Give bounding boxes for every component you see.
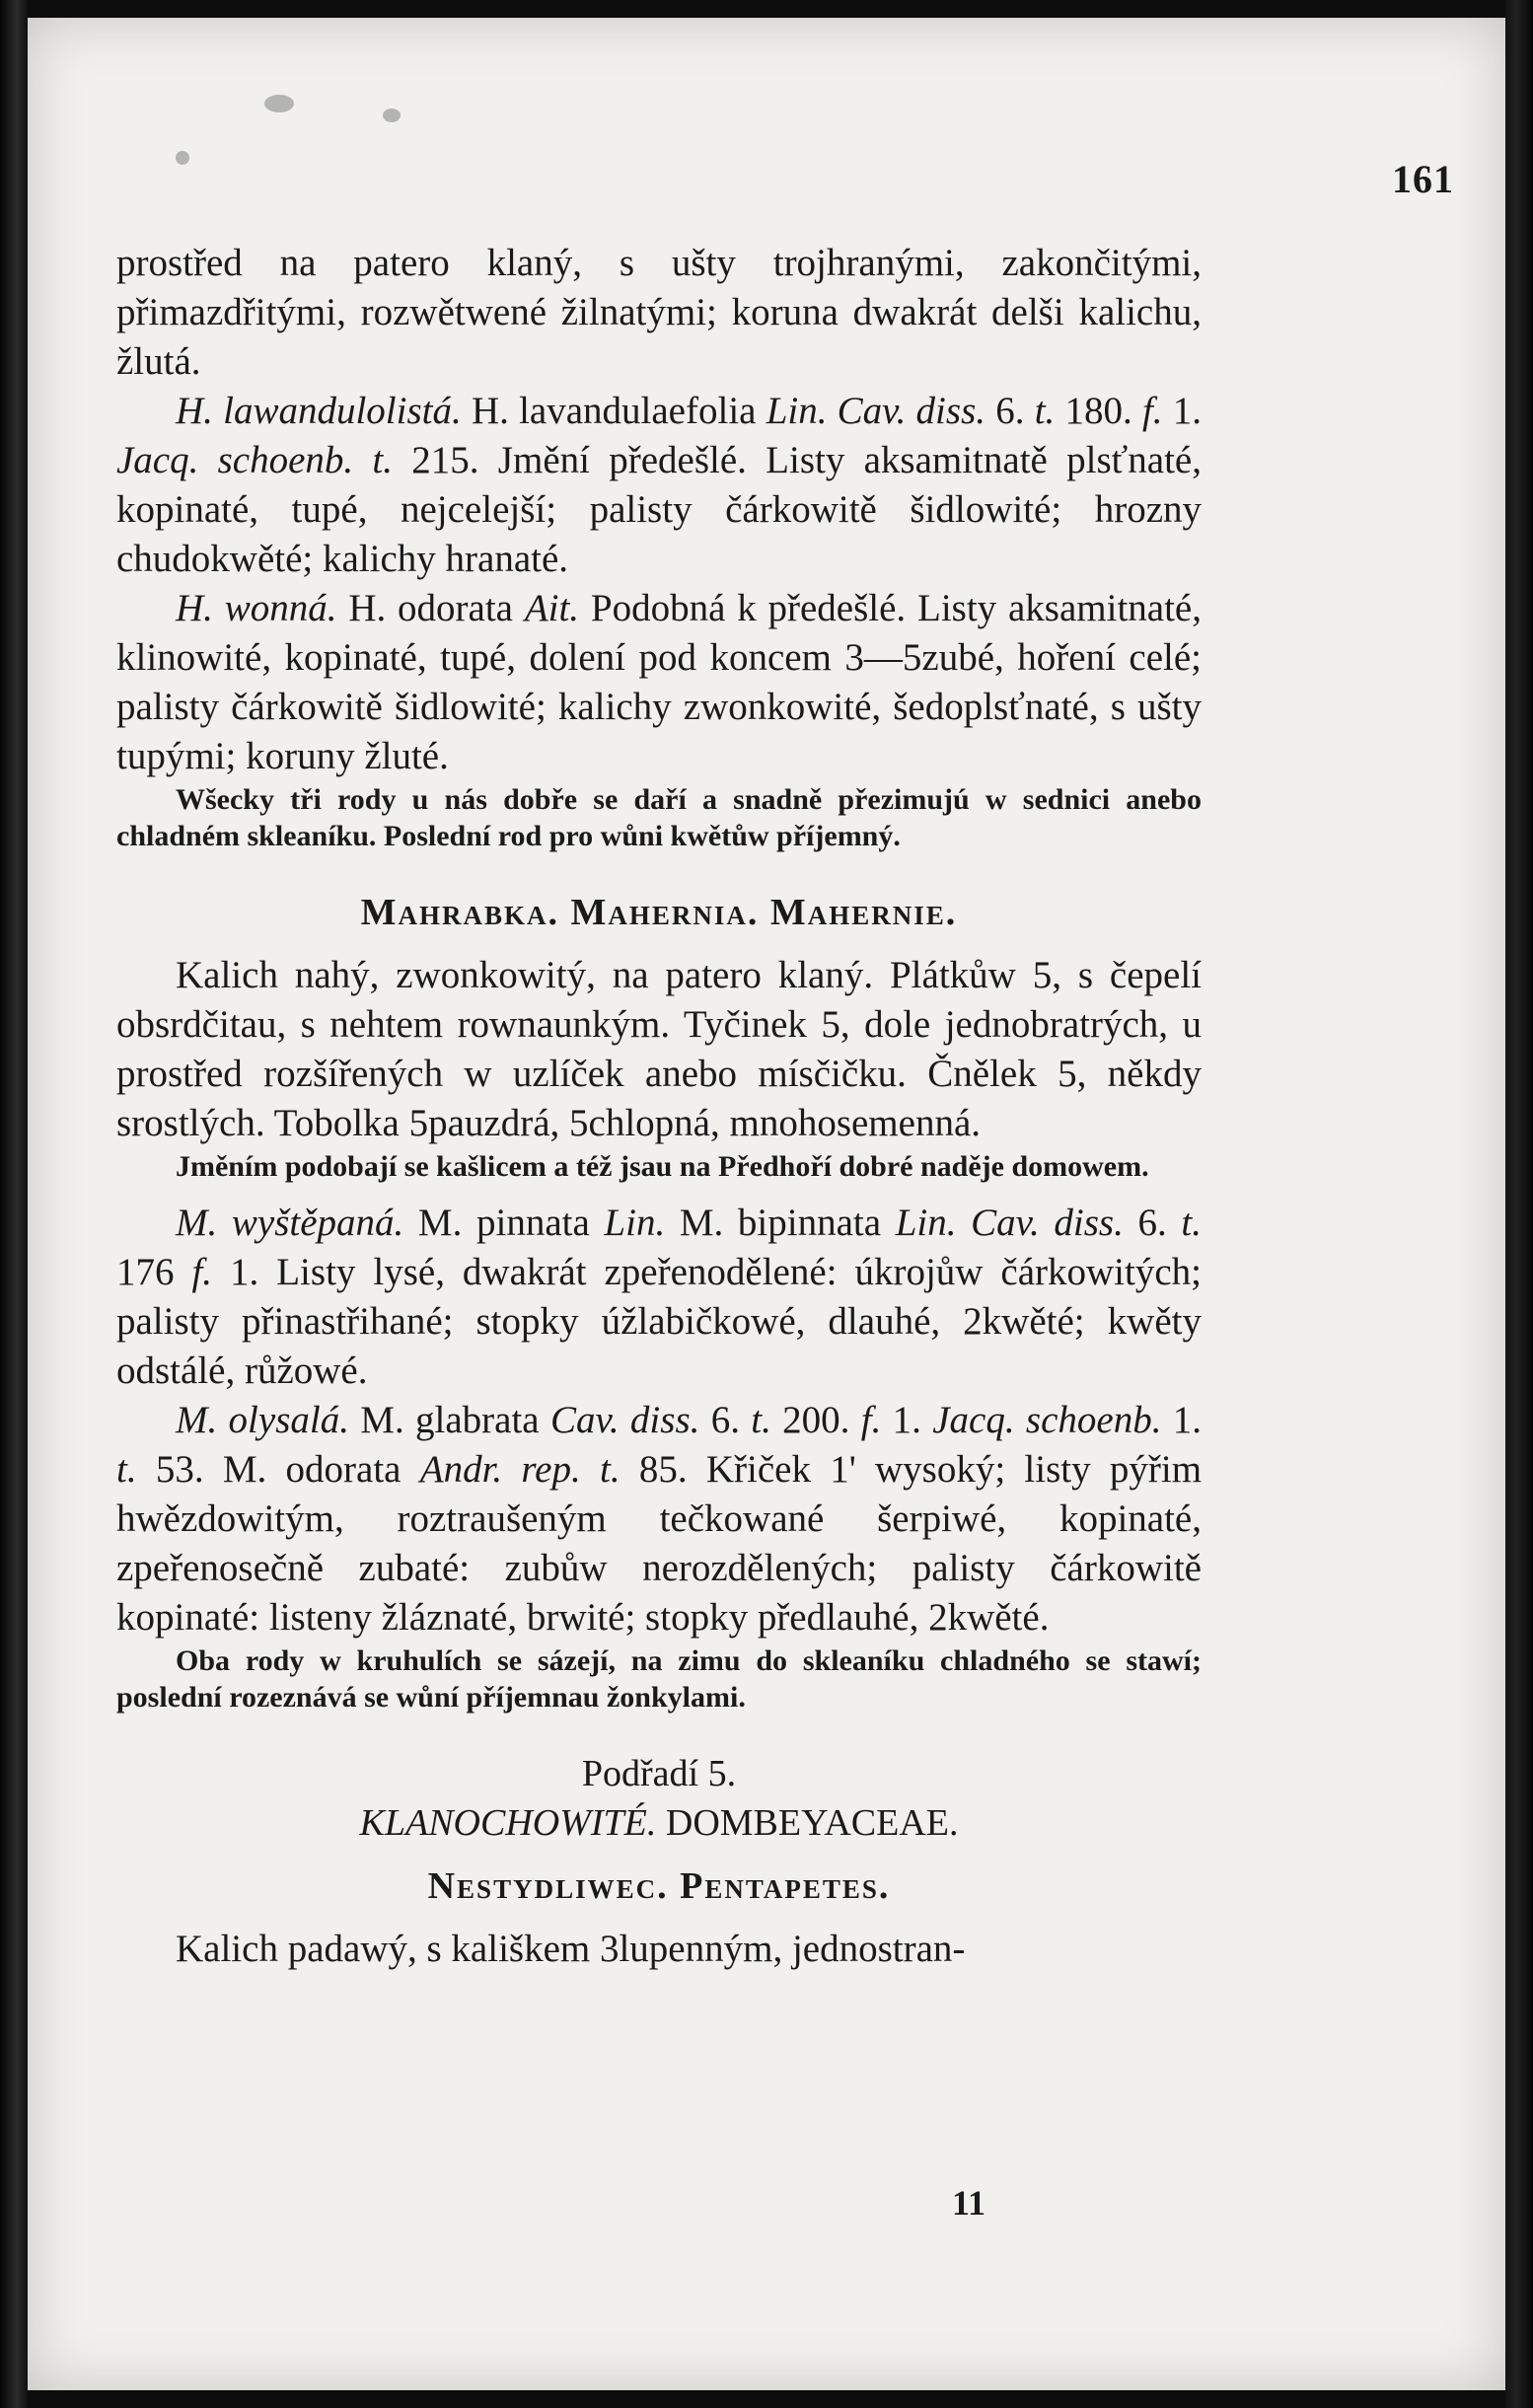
footnote-paragraph: Jměním podobají se kašlicem a též jsau na Předhoří dobré naděje domowem.: [176, 1150, 1149, 1183]
section-heading: Nestydliwec. Pentapetes.: [427, 1865, 891, 1907]
italic-run: Lin.: [604, 1202, 666, 1244]
paragraph: [116, 387, 1202, 584]
text-run: M. bipinnata: [665, 1202, 896, 1244]
text-run: M. pinnata: [403, 1202, 605, 1244]
text-run: 6.: [699, 1399, 752, 1441]
paragraph: prostřed na patero klaný, s ušty trojhranými, zakončitými, přimazdřitými, rozwětwené žilnatými; koruna dwakrát delši kalichu, žlutá.: [116, 242, 1202, 383]
text-run: [581, 1448, 600, 1491]
spacer: [116, 1715, 1202, 1749]
text-run: 85. Křiček 1' wysoký; listy pýřim hwězdowitým, roztraušeným tečkowané šerpiwé, kopinaté, zpeřenosečně zubaté: zubůw nerozdělených; palisty čárkowitě kopinaté: listeny žláznaté, brwité; stopky předlauhé, 2kwěté.: [116, 1448, 1203, 1639]
italic-run: M. olysalá.: [176, 1399, 349, 1441]
footnote-paragraph: Wšecky tři rody u nás dobře se daří a snadně přezimujú w sednici anebo chladném skleaníku. Poslední rod pro wůni kwětůw příjemný.: [116, 783, 1202, 852]
book-edge-right: [1505, 0, 1533, 2408]
italic-run: t.: [751, 1399, 771, 1441]
text-run: 1.: [1161, 1399, 1203, 1441]
italic-run: f.: [191, 1251, 213, 1293]
ink-smudge: [264, 95, 294, 112]
ink-smudge: [176, 151, 189, 165]
text-run: 200.: [770, 1399, 861, 1441]
section-heading: Podřadí 5.: [581, 1753, 737, 1794]
text-run: 180.: [1055, 390, 1142, 432]
text-run: 6.: [986, 390, 1035, 432]
footnote-paragraph: Oba rody w kruhulích se sázejí, na zimu do skleaníku chladného se stawí; poslední rozeznává se wůní příjemnau žonkylami.: [116, 1644, 1202, 1714]
spacer: [116, 854, 1202, 888]
italic-run: KLANOCHOWITÉ.: [359, 1802, 657, 1844]
text-run: 176: [116, 1251, 192, 1293]
italic-run: M. wyštěpaná.: [176, 1202, 404, 1244]
text-run: H. odorata: [336, 587, 525, 629]
italic-run: Jacq. schoenb.: [932, 1399, 1162, 1441]
italic-run: t.: [1034, 390, 1056, 432]
paragraph: [116, 584, 1202, 781]
italic-run: Lin. Cav. diss.: [766, 390, 986, 432]
italic-run: Ait.: [524, 587, 580, 629]
ink-smudge: [383, 109, 401, 122]
text-run: Podobná k předešlé. Listy aksamitnaté, klinowité, kopinaté, tupé, dolení pod koncem 3—5zubé, hoření celé; palisty čárkowitě šidlowité; kalichy zwonkowité, šedoplsťnaté, s ušty tupými; koruny žluté.: [116, 587, 1202, 777]
spacer: [116, 937, 1202, 951]
italic-run: t.: [600, 1448, 620, 1491]
paragraph: [116, 1199, 1202, 1396]
paragraph: [116, 1396, 1202, 1642]
italic-run: t.: [116, 1448, 137, 1491]
text-run: 1.: [881, 1399, 933, 1441]
spacer: [116, 1185, 1202, 1199]
italic-run: f.: [860, 1399, 882, 1441]
italic-run: Andr. rep.: [419, 1448, 581, 1491]
spacer: [116, 1848, 1202, 1861]
signature-mark: 11: [952, 2183, 986, 2223]
text-run: 53. M. odorata: [136, 1448, 420, 1491]
italic-run: f.: [1141, 390, 1163, 432]
book-edge-left: [0, 0, 28, 2408]
text-run: 215. Jmění předešlé. Listy aksamitnatě plsťnaté, kopinaté, tupé, nejcelejší; palisty čárkowitě šidlowité; hrozny chudokwěté; kalichy hranaté.: [116, 439, 1202, 580]
section-heading: [116, 1798, 1202, 1848]
italic-run: Cav. diss.: [549, 1399, 700, 1441]
text-run: M. glabrata: [348, 1399, 550, 1441]
text-run: 6.: [1123, 1202, 1182, 1244]
italic-run: Jacq. schoenb. t.: [116, 439, 394, 481]
page-text-body: [116, 239, 1202, 1974]
italic-run: Lin. Cav. diss.: [895, 1202, 1124, 1244]
paragraph: Kalich padawý, s kališkem 3lupenným, jednostran-: [176, 1928, 966, 1970]
italic-run: t.: [1181, 1202, 1202, 1244]
section-heading: Mahrabka. Mahernia. Mahernie.: [360, 892, 958, 933]
text-run: 1. Listy lysé, dwakrát zpeřenodělené: úkrojůw čárkowitých; palisty přinastřihané; stopky úžlabičkowé, dlauhé, 2kwěté; kwěty odstálé, růžowé.: [116, 1251, 1202, 1392]
italic-run: H. lawandulolistá.: [176, 390, 462, 432]
text-run: DOMBEYACEAE.: [656, 1802, 959, 1844]
spacer: [116, 1911, 1202, 1925]
text-run: H. lavandulaefolia: [461, 390, 766, 432]
page-number: 161: [1392, 157, 1454, 201]
paragraph: Kalich nahý, zwonkowitý, na patero klaný. Plátkůw 5, s čepelí obsrdčitau, s nehtem rownaunkým. Tyčinek 5, dole jednobratrých, u prostřed rozšířených w uzlíček anebo mísčičku. Čnělek 5, někdy srostlých. Tobolka 5pauzdrá, 5chlopná, mnohosemenná.: [116, 954, 1202, 1144]
italic-run: H. wonná.: [176, 587, 337, 629]
text-run: 1.: [1162, 390, 1203, 432]
